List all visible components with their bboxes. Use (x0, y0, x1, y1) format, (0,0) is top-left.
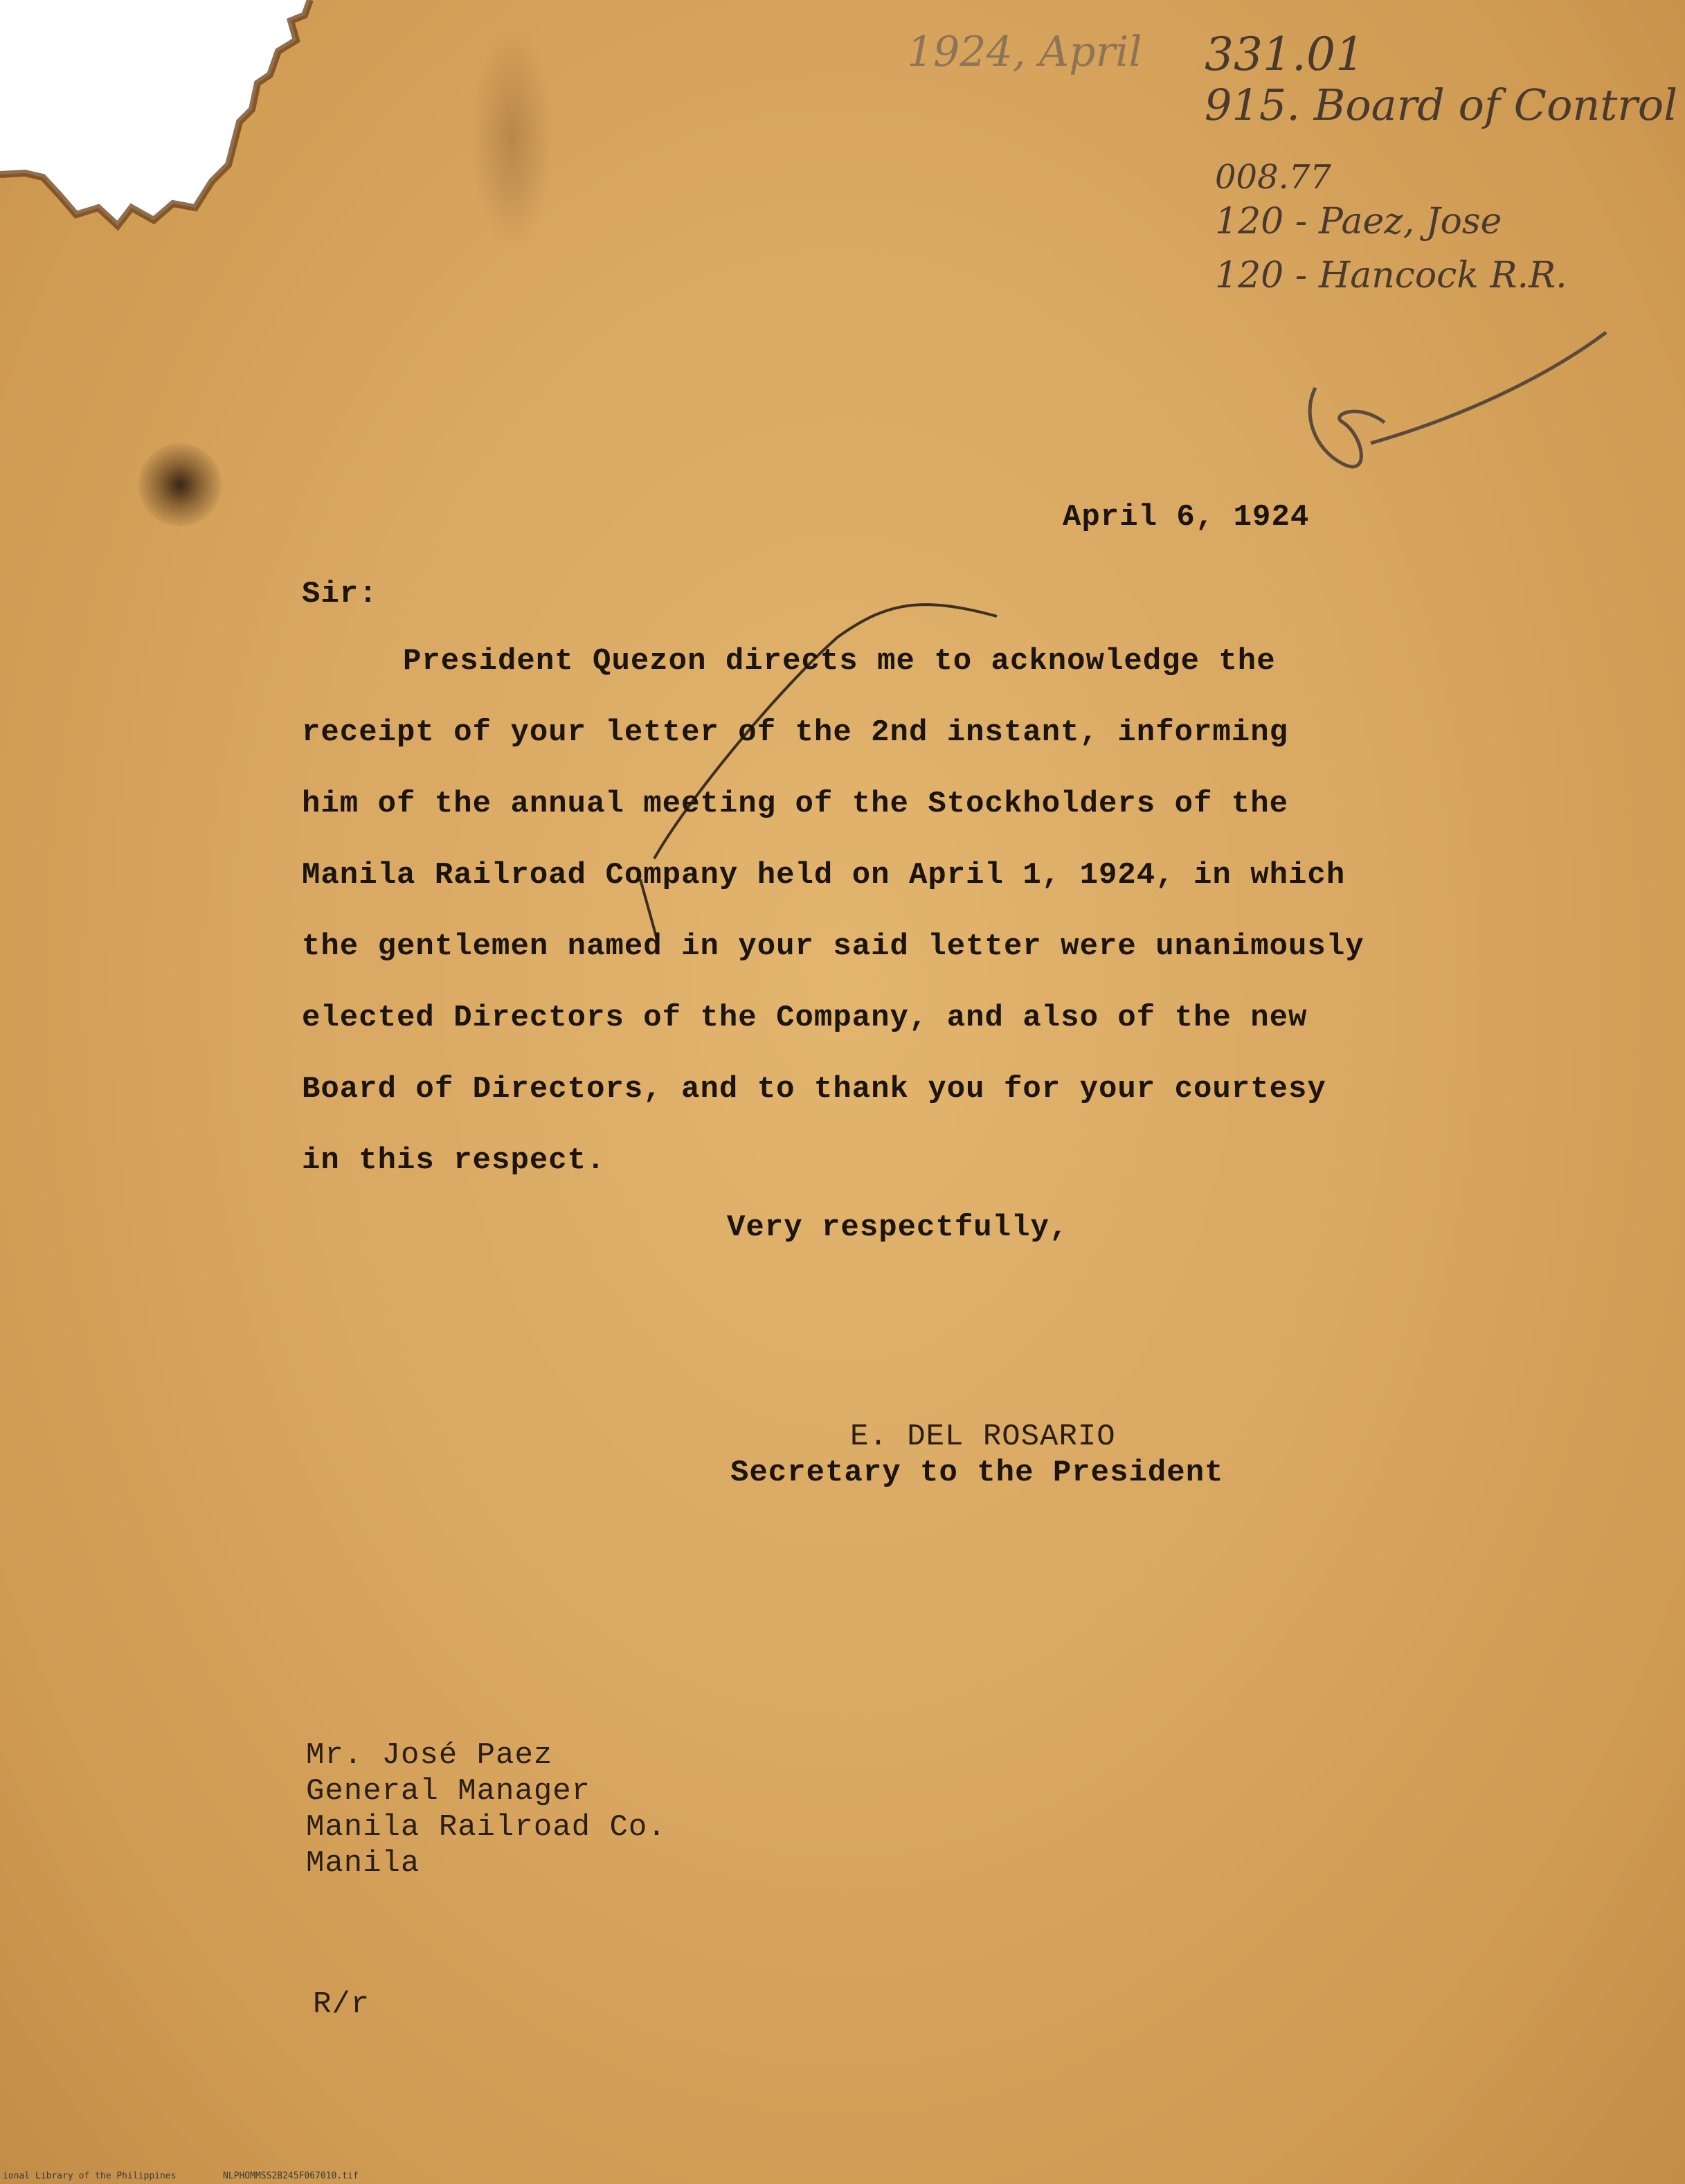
body-line: Manila Railroad Company held on April 1, 1924, in which (302, 858, 1346, 893)
letter-date: April 6, 1924 (1063, 500, 1310, 535)
recipient-company: Manila Railroad Co. (306, 1810, 667, 1845)
library-credit: ional Library of the Philippines (3, 2171, 177, 2181)
salutation: Sir: (302, 577, 378, 611)
signatory-name: E. DEL ROSARIO (850, 1420, 1116, 1454)
water-stain (471, 28, 554, 249)
typist-initials: R/r (313, 1987, 370, 2022)
annotation-date: 1924, April (907, 28, 1142, 76)
body-line: the gentlemen named in your said letter were unanimously (302, 929, 1364, 964)
recipient-title: General Manager (306, 1774, 591, 1809)
closing: Very respectfully, (727, 1210, 1069, 1245)
annotation-paez: 120 - Paez, Jose (1215, 201, 1502, 242)
body-line: elected Directors of the Company, and also of the new (302, 1001, 1308, 1035)
recipient-city: Manila (306, 1846, 420, 1881)
body-line: in this respect. (302, 1143, 606, 1178)
pencil-flourish (1371, 332, 1606, 443)
annotation-code: 331.01 (1205, 28, 1364, 81)
annotation-hancock: 120 - Hancock R.R. (1215, 255, 1567, 296)
body-line: Board of Directors, and to thank you for your courtesy (302, 1072, 1326, 1107)
signatory-title: Secretary to the President (730, 1456, 1224, 1490)
ink-stain (138, 443, 222, 526)
initial-scribble (1310, 388, 1385, 467)
torn-corner (0, 0, 332, 235)
body-line: President Quezon directs me to acknowledge the (403, 644, 1276, 679)
annotation-board: 915. Board of Control (1205, 80, 1678, 130)
recipient-name: Mr. José Paez (306, 1738, 553, 1773)
body-line: him of the annual meeting of the Stockholders of the (302, 787, 1289, 821)
body-line: receipt of your letter of the 2nd instant, informing (302, 715, 1289, 750)
file-id: NLPHOMMSS2B245F067010.tif (223, 2171, 359, 2181)
annotation-ref: 008.77 (1215, 158, 1331, 197)
